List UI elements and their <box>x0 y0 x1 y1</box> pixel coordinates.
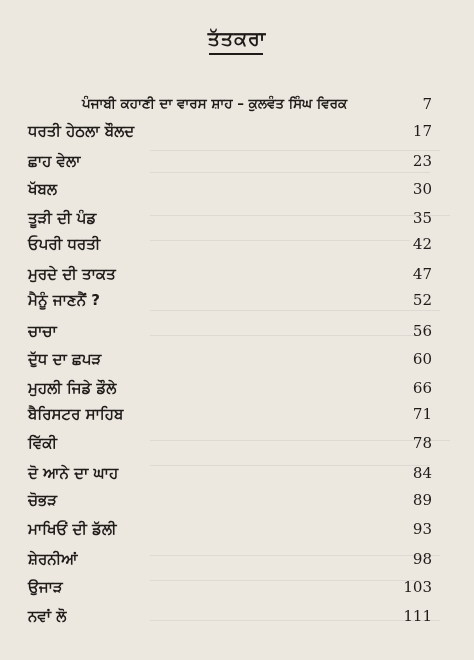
heading-underline <box>209 53 263 55</box>
toc-page-number: 52 <box>412 291 432 309</box>
toc-title: ਮੈਨੂੰ ਜਾਣਨੈਂ ? <box>28 291 100 309</box>
toc-title: ਦੋ ਆਨੇ ਦਾ ਘਾਹ <box>28 464 119 482</box>
toc-entry <box>0 232 474 256</box>
toc-page-number: 42 <box>412 235 432 253</box>
toc-entry <box>0 347 474 371</box>
toc-title: ਵਿੱਕੀ <box>28 434 57 452</box>
toc-page-number: 35 <box>412 209 432 227</box>
toc-title: ਦੁੱਧ ਦਾ ਛਪੜ <box>28 350 102 368</box>
toc-title: ਮਾਖਿਓਂ ਦੀ ਡੱਲੀ <box>28 520 117 538</box>
toc-page-number: 98 <box>412 550 432 568</box>
toc-entry <box>0 431 474 455</box>
toc-title: ਚੋਭੜ <box>28 491 58 509</box>
toc-page-number: 78 <box>412 434 432 452</box>
toc-entry <box>0 402 474 426</box>
toc-page-number: 56 <box>412 322 432 340</box>
toc-title: ਮੁਹਲੀ ਜਿਡੇ ਡੌਲੇ <box>28 379 117 397</box>
toc-entry <box>0 517 474 541</box>
toc-page-number: 71 <box>412 405 432 423</box>
toc-page-number: 93 <box>412 520 432 538</box>
toc-page-number: 23 <box>412 152 432 170</box>
toc-entry <box>0 575 474 599</box>
toc-title: ਮੁਰਦੇ ਦੀ ਤਾਕਤ <box>28 265 116 283</box>
toc-title: ਬੈਰਿਸਟਰ ਸਾਹਿਬ <box>28 405 124 423</box>
toc-page-number: 60 <box>412 350 432 368</box>
toc-page-number: 111 <box>403 607 432 625</box>
toc-title: ਓਪਰੀ ਧਰਤੀ <box>28 235 101 253</box>
toc-entry <box>0 206 474 230</box>
toc-page-number: 30 <box>412 180 432 198</box>
toc-entry <box>0 376 474 400</box>
toc-page-number: 103 <box>403 578 432 596</box>
toc-title: ਚਾਚਾ <box>28 322 57 340</box>
toc-entry <box>0 488 474 512</box>
toc-entry <box>0 288 474 312</box>
toc-page-number: 84 <box>412 464 432 482</box>
toc-title: ਛਾਹ ਵੇਲਾ <box>28 152 81 170</box>
toc-entry <box>0 604 474 628</box>
toc-page-number: 17 <box>412 122 432 140</box>
toc-title: ਖੱਬਲ <box>28 180 58 198</box>
toc-page-number: 89 <box>412 491 432 509</box>
toc-title: ਧਰਤੀ ਹੇਠਲਾ ਬੌਲਦ <box>28 122 135 140</box>
toc-page-number: 66 <box>412 379 432 397</box>
toc-title: ਤੂੜੀ ਦੀ ਪੰਡ <box>28 209 97 227</box>
toc-entry <box>0 547 474 571</box>
toc-title: ਉਜਾੜ <box>28 578 63 596</box>
toc-title: ਸ਼ੇਰਨੀਆਂ <box>28 550 78 568</box>
toc-title: ਨਵਾਂ ਲੋ <box>28 607 67 625</box>
toc-entry <box>0 177 474 201</box>
toc-entry <box>0 149 474 173</box>
toc-entry <box>0 262 474 286</box>
toc-entry <box>0 119 474 143</box>
toc-entry <box>0 92 474 116</box>
toc-entry <box>0 461 474 485</box>
toc-entry <box>0 319 474 343</box>
toc-page-number: 47 <box>412 265 432 283</box>
toc-title: ਪੰਜਾਬੀ ਕਹਾਣੀ ਦਾ ਵਾਰਸ ਸ਼ਾਹ – ਕੁਲਵੰਤ ਸਿੰਘ ਵਿਰਕ <box>82 96 348 112</box>
page-heading: ਤੱਤਕਰਾ <box>207 28 267 50</box>
toc-page-number: 7 <box>422 95 432 113</box>
